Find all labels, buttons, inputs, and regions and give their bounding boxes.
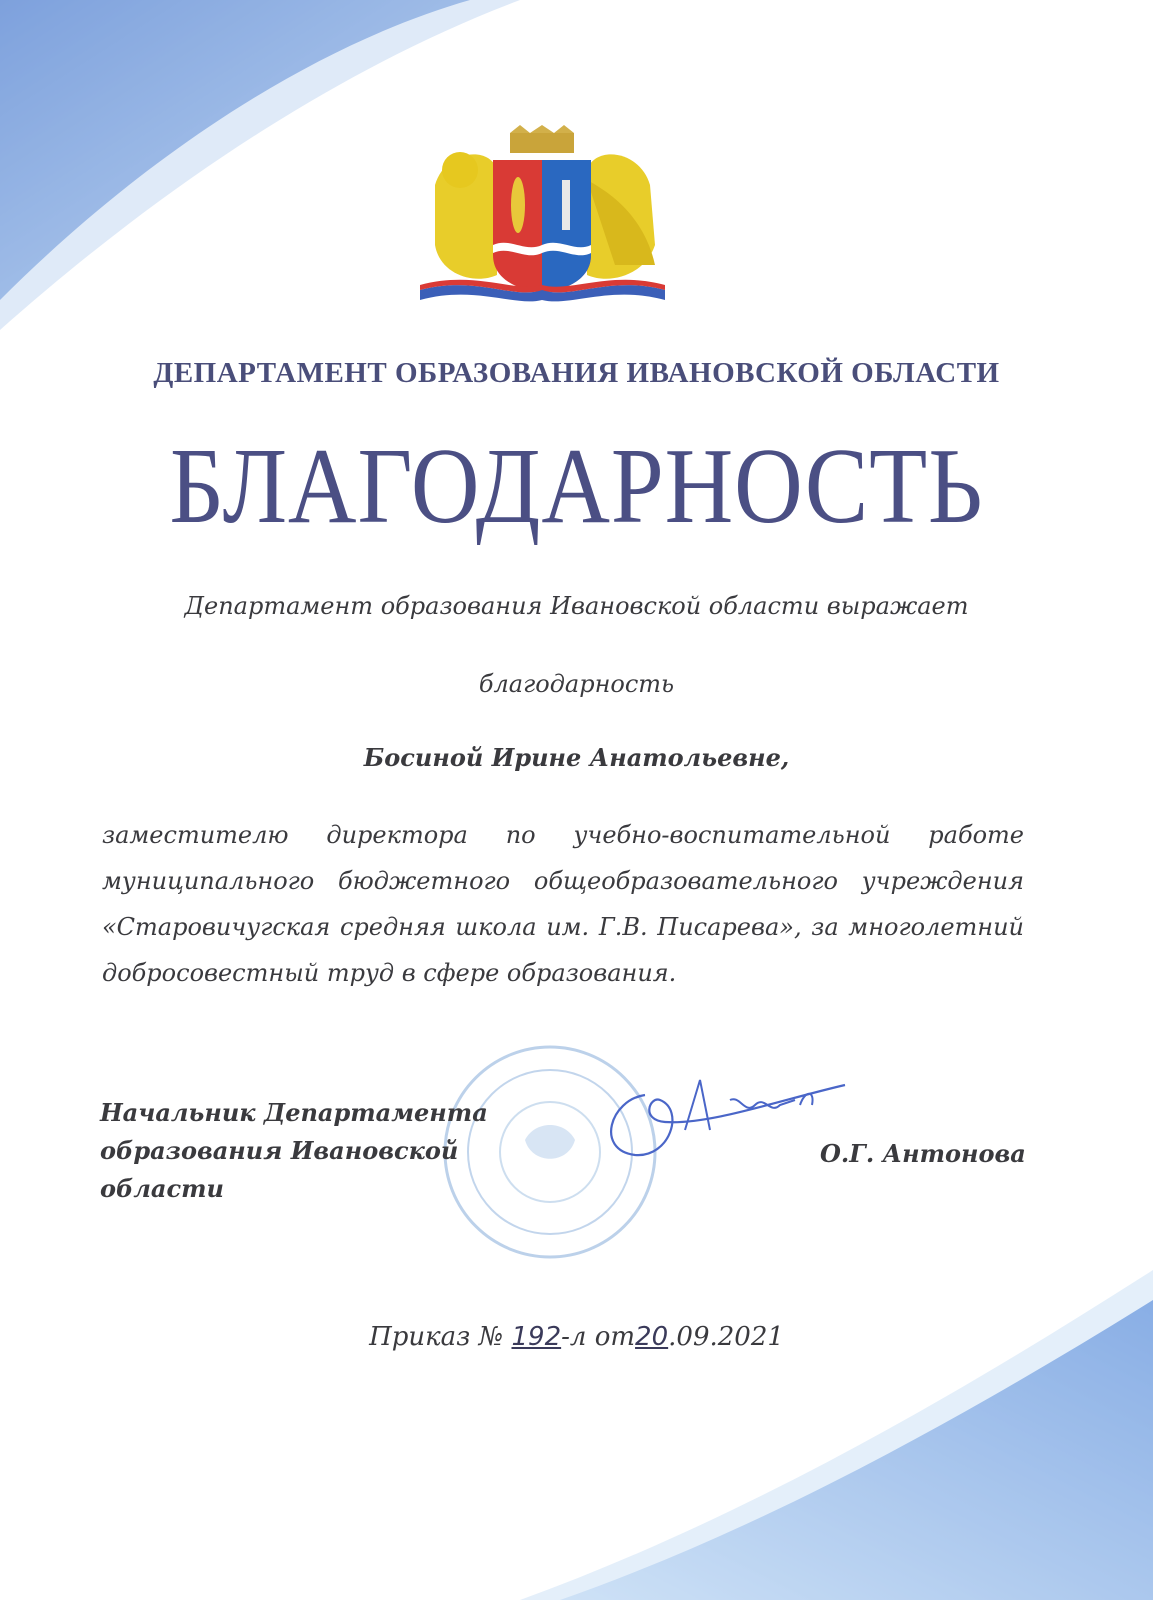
order-day: 20 (635, 1322, 669, 1352)
order-number: 192 (511, 1322, 562, 1352)
page-title: БЛАГОДАРНОСТЬ (169, 427, 984, 546)
order-prefix: Приказ № (369, 1322, 504, 1352)
signatory-position-line2: образования Ивановской области (100, 1136, 459, 1203)
intro-text: Департамент образования Ивановской области выражает (184, 592, 969, 620)
body-text: заместителю директора по учебно-воспитательной работе муниципального бюджетного общеобразовательного учреждения «Старовичугская средняя школа им. Г.В. Писарева», за многолетний добросовестный труд в сфере образования. (102, 821, 1024, 987)
signatory-position (100, 1094, 550, 1208)
recipient-name: Босиной Ирине Анатольевне, (363, 743, 790, 772)
order-date-rest: .09.2021 (668, 1322, 784, 1352)
bottom-right-wave-light (520, 1270, 1153, 1600)
signatory-name: О.Г. Антонова (820, 1139, 1026, 1168)
order-reference (0, 1322, 1153, 1352)
gratitude-word: благодарность (478, 670, 675, 698)
order-middle: -л от (561, 1322, 636, 1352)
signatory-position-line1: Начальник Департамента (100, 1098, 488, 1127)
coat-of-arms-icon (415, 125, 670, 305)
department-header: ДЕПАРТАМЕНТ ОБРАЗОВАНИЯ ИВАНОВСКОЙ ОБЛАСТИ (153, 357, 1000, 389)
